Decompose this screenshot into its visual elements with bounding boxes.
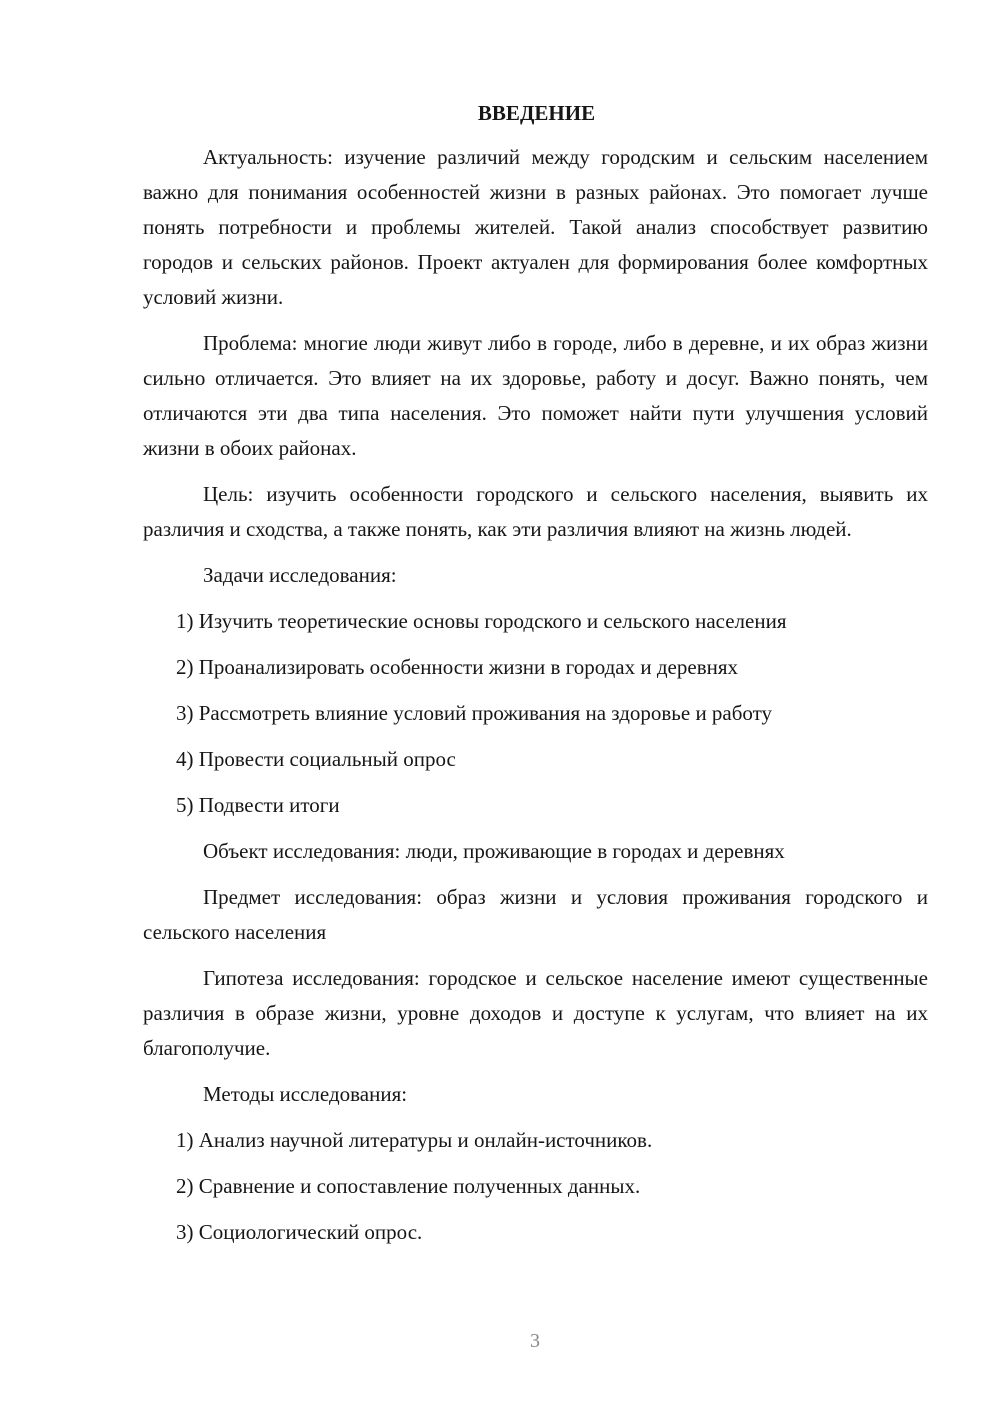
problem-paragraph: Проблема: многие люди живут либо в городе, либо в деревне, и их образ жизни сильно отличается. Это влияет на их здоровье, работу и досуг. Важно понять, чем отличаются эти два типа населения. Это поможет найти пути улучшения условий жизни в обоих районах. bbox=[143, 331, 928, 460]
relevance-paragraph: Актуальность: изучение различий между городским и сельским населением важно для понимания особенностей жизни в разных районах. Это помогает лучше понять потребности и проблемы жителей. Такой анализ способствует развитию городов и сельских районов. Проект актуален для формирования более комфортных условий жизни. bbox=[143, 145, 928, 309]
tasks-list bbox=[143, 604, 928, 823]
goal-paragraph: Цель: изучить особенности городского и сельского населения, выявить их различия и сходства, а также понять, как эти различия влияют на жизнь людей. bbox=[143, 482, 928, 541]
research-hypothesis: Гипотеза исследования: городское и сельское население имеют существенные различия в образе жизни, уровне доходов и доступе к услугам, что влияет на их благополучие. bbox=[143, 966, 928, 1060]
research-object: Объект исследования: люди, проживающие в городах и деревнях bbox=[203, 839, 785, 863]
research-subject: Предмет исследования: образ жизни и условия проживания городского и сельского населения bbox=[143, 885, 928, 944]
page-content bbox=[143, 96, 928, 1261]
method-item-2: 2) Сравнение и сопоставление полученных данных. bbox=[176, 1174, 641, 1198]
task-item-2: 2) Проанализировать особенности жизни в городах и деревнях bbox=[176, 655, 739, 679]
task-item-5: 5) Подвести итоги bbox=[176, 793, 340, 817]
task-item-1: 1) Изучить теоретические основы городского и сельского населения bbox=[176, 609, 787, 633]
method-item-1: 1) Анализ научной литературы и онлайн-источников. bbox=[176, 1128, 653, 1152]
tasks-heading: Задачи исследования: bbox=[203, 563, 397, 587]
task-item-3: 3) Рассмотреть влияние условий проживания на здоровье и работу bbox=[176, 701, 773, 725]
page-number: 3 bbox=[530, 1330, 540, 1352]
methods-list bbox=[143, 1123, 928, 1250]
methods-heading: Методы исследования: bbox=[203, 1082, 408, 1106]
method-item-3: 3) Социологический опрос. bbox=[176, 1220, 423, 1244]
page-title: ВВЕДЕНИЕ bbox=[477, 101, 596, 125]
task-item-4: 4) Провести социальный опрос bbox=[176, 747, 456, 771]
